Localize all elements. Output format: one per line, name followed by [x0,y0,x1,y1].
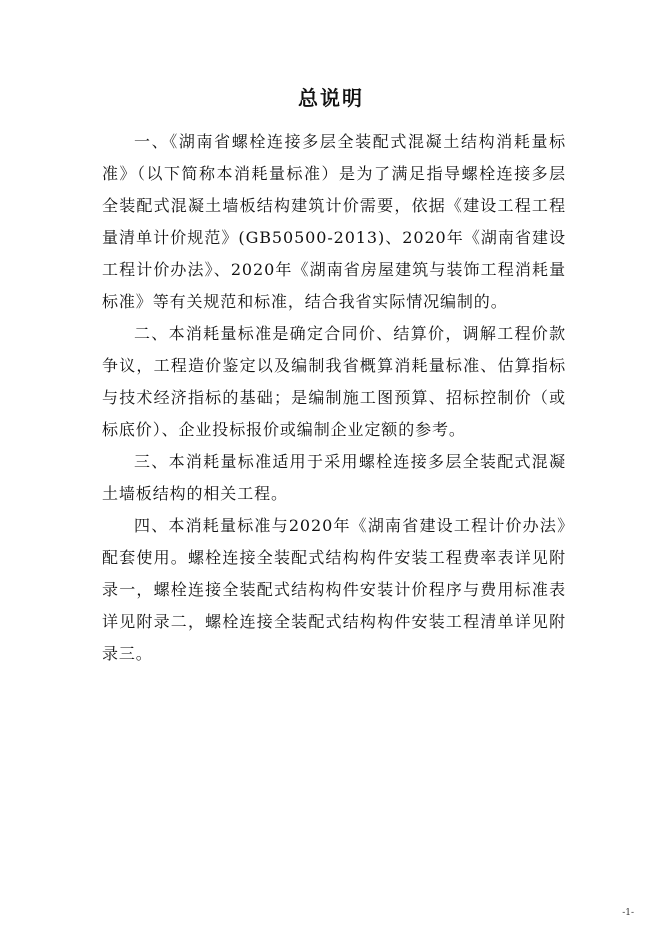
page-title: 总说明 [298,86,364,110]
paragraph-4: 四、本消耗量标准与2020年《湖南省建设工程计价办法》配套使用。螺栓连接全装配式结构构件安装工程费率表详见附录一，螺栓连接全装配式结构构件安装计价程序与费用标准表详见附录二，螺栓连接全装配式结构构件安装工程清单详见附录三。 [102,516,566,663]
paragraph-2: 二、本消耗量标准是确定合同价、结算价，调解工程价款争议，工程造价鉴定以及编制我省概算消耗量标准、估算指标与技术经济指标的基础；是编制施工图预算、招标控制价（或标底价）、企业投标报价或编制企业定额的参考。 [102,324,566,439]
page-number: -1- [622,908,634,918]
document-body [102,126,566,670]
paragraph-1: 一、《湖南省螺栓连接多层全装配式混凝土结构消耗量标准》（以下简称本消耗量标准）是为了满足指导螺栓连接多层全装配式混凝土墙板结构建筑计价需要，依据《建设工程工程量清单计价规范》(GB50500-2013)、2020年《湖南省建设工程计价办法》、2020年《湖南省房屋建筑与装饰工程消耗量标准》等有关规范和标准，结合我省实际情况编制的。 [102,132,566,311]
paragraph-3: 三、本消耗量标准适用于采用螺栓连接多层全装配式混凝土墙板结构的相关工程。 [102,452,566,503]
